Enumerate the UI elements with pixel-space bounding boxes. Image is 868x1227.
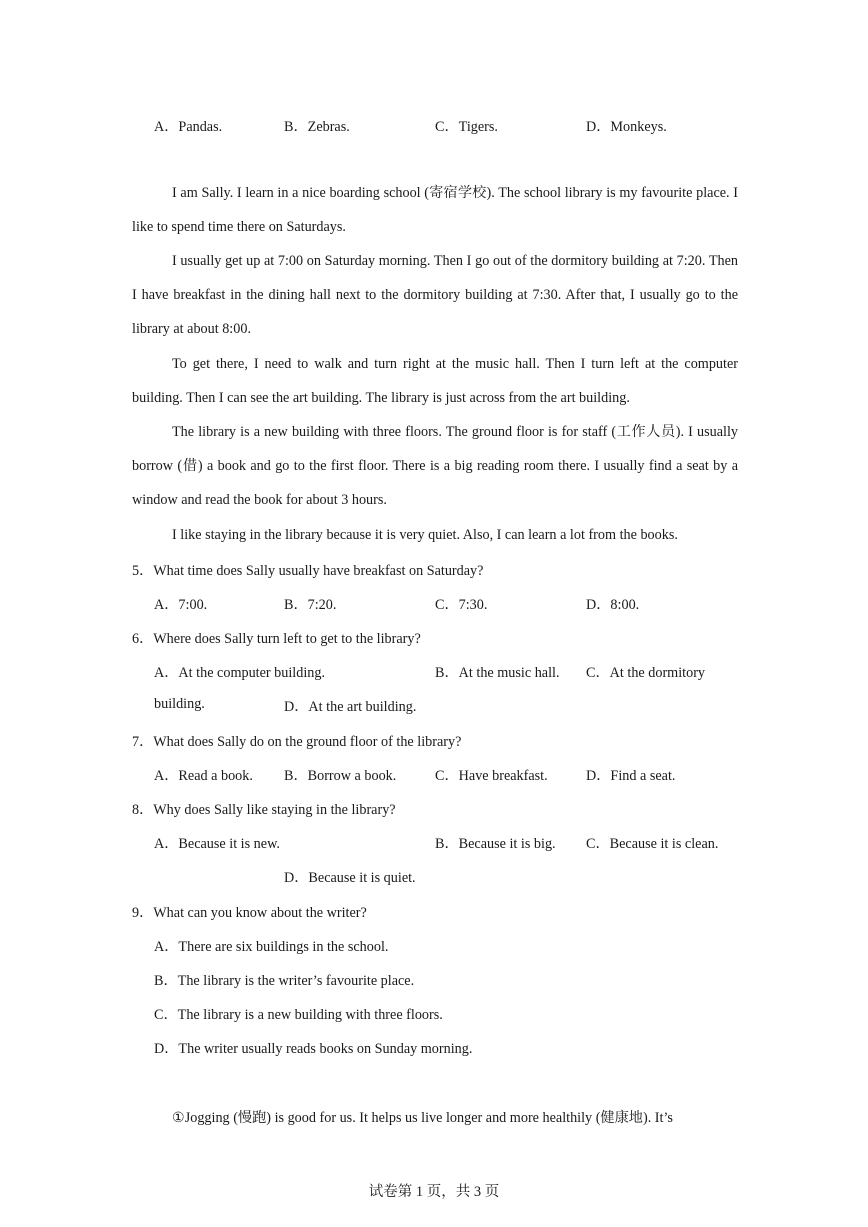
q7-option-a: A．Read a book. <box>154 768 253 784</box>
q8-option-a: A．Because it is new. <box>154 836 280 852</box>
next-passage-line-1: ①Jogging (慢跑) is good for us. It helps us live longer and more healthily (健康地). It’s <box>172 1110 673 1126</box>
q7-option-b: B．Borrow a book. <box>284 768 397 784</box>
q5-option-b: B．7:20. <box>284 597 337 613</box>
passage-paragraph-4-text: The library is a new building with three floors. The ground floor is for staff (工作人员). I usually borrow (借) a book and go to the first floor. There is a big reading room there. I usually find a seat by a window and read the book for about 3 hours. <box>132 424 738 509</box>
q8-option-d: D．Because it is quiet. <box>284 870 416 886</box>
q6-option-c: C．At the dormitory <box>586 665 706 681</box>
page-footer: 试卷第 1 页，共 3 页 <box>368 1184 500 1200</box>
q9-option-d: D．The writer usually reads books on Sunday morning. <box>154 1041 473 1057</box>
passage-paragraph-2 <box>132 244 738 347</box>
q6-option-d: D．At the art building. <box>284 699 417 715</box>
q9-option-c: C．The library is a new building with three floors. <box>154 1007 443 1023</box>
q5-option-c: C．7:30. <box>435 597 488 613</box>
q9-option-b: B．The library is the writer’s favourite place. <box>154 973 415 989</box>
q5-option-d: D．8:00. <box>586 597 640 613</box>
q6-option-c-continued: building. <box>154 696 205 712</box>
q4-option-a: A．Pandas. <box>154 119 223 135</box>
q4-option-d: D．Monkeys. <box>586 119 667 135</box>
q5-stem: 5．What time does Sally usually have breakfast on Saturday? <box>132 563 484 579</box>
passage-paragraph-1 <box>132 176 738 244</box>
passage-paragraph-4 <box>132 415 738 518</box>
q7-option-c: C．Have breakfast. <box>435 768 548 784</box>
q4-option-b: B．Zebras. <box>284 119 350 135</box>
q9-stem: 9．What can you know about the writer? <box>132 905 367 921</box>
passage-paragraph-2-text: I usually get up at 7:00 on Saturday morning. Then I go out of the dormitory building at 7:20. Then I have breakfast in the dining hall next to the dormitory building at 7:30. After that, I usually go to the library at about 8:00. <box>132 253 738 338</box>
q5-option-a: A．7:00. <box>154 597 208 613</box>
q6-option-b: B．At the music hall. <box>435 665 560 681</box>
passage-paragraph-1-text: I am Sally. I learn in a nice boarding school (寄宿学校). The school library is my favourite place. I like to spend time there on Saturdays. <box>132 185 738 236</box>
q8-option-c: C．Because it is clean. <box>586 836 719 852</box>
passage-paragraph-5-text: I like staying in the library because it is very quiet. Also, I can learn a lot from the books. <box>172 527 678 543</box>
q4-option-c: C．Tigers. <box>435 119 498 135</box>
q7-option-d: D．Find a seat. <box>586 768 676 784</box>
passage-paragraph-3 <box>132 347 738 415</box>
q7-stem: 7．What does Sally do on the ground floor of the library? <box>132 734 462 750</box>
passage-paragraph-5 <box>132 518 738 552</box>
q6-stem: 6．Where does Sally turn left to get to the library? <box>132 631 421 647</box>
q8-option-b: B．Because it is big. <box>435 836 556 852</box>
q6-option-a: A．At the computer building. <box>154 665 326 681</box>
passage-paragraph-3-text: To get there, I need to walk and turn right at the music hall. Then I turn left at the computer building. Then I can see the art building. The library is just across from the art building. <box>132 356 738 407</box>
q8-stem: 8．Why does Sally like staying in the library? <box>132 802 396 818</box>
q9-option-a: A．There are six buildings in the school. <box>154 939 389 955</box>
